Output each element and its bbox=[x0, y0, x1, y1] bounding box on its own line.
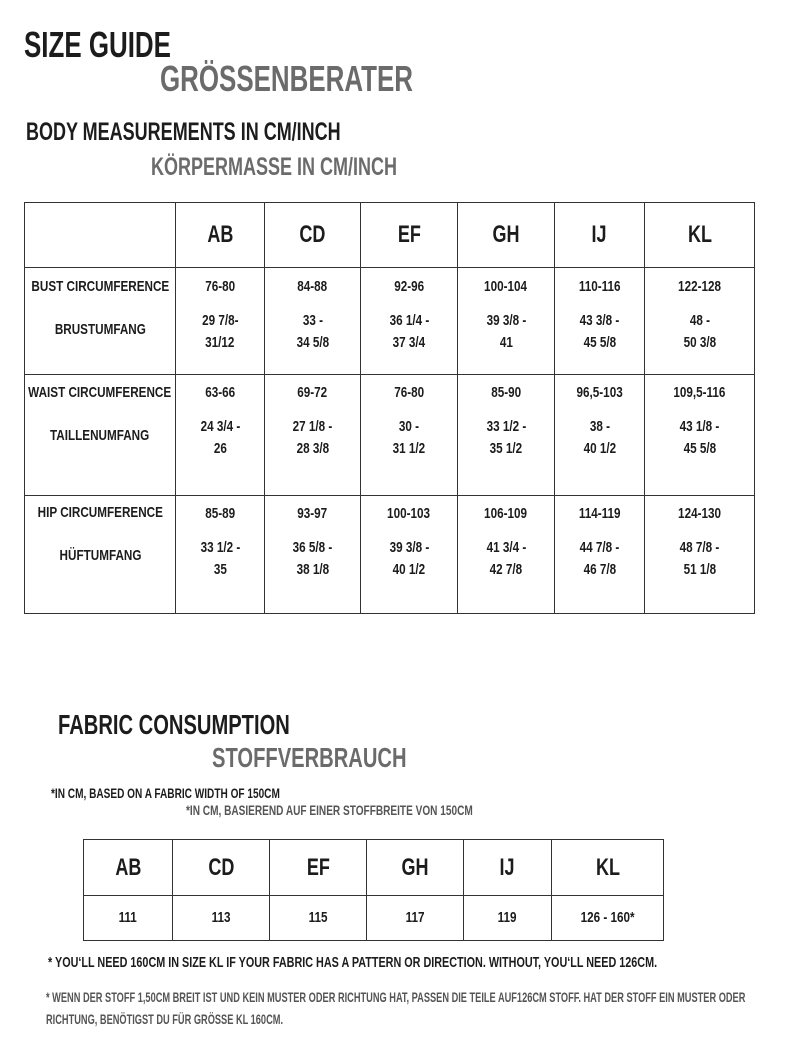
measurement-cell: 122-128 48 - 50 3/8 bbox=[645, 268, 755, 375]
measurement-cell: 106-109 41 3/4 - 42 7/8 bbox=[458, 496, 555, 614]
measurement-cell: 85-89 33 1/2 - 35 bbox=[176, 496, 265, 614]
size-header: EF bbox=[270, 840, 367, 896]
hip-row bbox=[25, 496, 755, 614]
size-header-row bbox=[25, 203, 755, 268]
fabric-value-cell: 113 bbox=[173, 896, 270, 941]
measurement-cell: 96,5-103 38 - 40 1/2 bbox=[555, 375, 645, 496]
row-label-de: BRUSTUMFANG bbox=[54, 321, 146, 338]
body-measurements-table bbox=[24, 202, 755, 614]
row-label: BUST CIRCUMFERENCE bbox=[31, 278, 169, 295]
page-title-de: GRÖSSENBERATER bbox=[160, 58, 413, 99]
section-title-fabric: FABRIC CONSUMPTION bbox=[58, 709, 290, 740]
section-title-fabric-de: STOFFVERBRAUCH bbox=[212, 742, 407, 773]
measurement-cell: 76-80 29 7/8- 31/12 bbox=[176, 268, 265, 375]
measurement-cell: 93-97 36 5/8 - 38 1/8 bbox=[265, 496, 361, 614]
section-title-body-de: KÖRPERMASSE IN CM/INCH bbox=[151, 153, 398, 181]
page-title: SIZE GUIDE bbox=[24, 24, 171, 65]
fabric-footnote: * YOU‘LL NEED 160CM IN SIZE KL IF YOUR FABRIC HAS A PATTERN OR DIRECTION. WITHOUT, YOU‘LL NEED 126CM. bbox=[48, 954, 658, 971]
row-label-de: TAILLENUMFANG bbox=[50, 427, 150, 444]
fabric-footnote-de-line1: * WENN DER STOFF 1,50CM BREIT IST UND KEIN MUSTER ODER RICHTUNG HAT, PASSEN DIE TEILE AUF126CM STOFF. HAT DER STOFF EIN MUSTER ODER bbox=[46, 989, 746, 1005]
size-header: IJ bbox=[464, 840, 552, 896]
fabric-value-row bbox=[84, 896, 664, 941]
fabric-table bbox=[83, 839, 664, 941]
measurement-cell: 76-80 30 - 31 1/2 bbox=[361, 375, 458, 496]
measurement-cell: 85-90 33 1/2 - 35 1/2 bbox=[458, 375, 555, 496]
fabric-note-de: *IN CM, BASIEREND AUF EINER STOFFBREITE VON 150CM bbox=[186, 802, 473, 818]
row-label-de: HÜFTUMFANG bbox=[59, 547, 141, 564]
bust-row bbox=[25, 268, 755, 375]
size-header: GH bbox=[458, 203, 555, 268]
measurement-cell: 100-104 39 3/8 - 41 bbox=[458, 268, 555, 375]
section-title-body: BODY MEASUREMENTS IN CM/INCH bbox=[26, 118, 341, 146]
measurement-cell: 63-66 24 3/4 - 26 bbox=[176, 375, 265, 496]
measurement-cell: 110-116 43 3/8 - 45 5/8 bbox=[555, 268, 645, 375]
measurement-cell: 84-88 33 - 34 5/8 bbox=[265, 268, 361, 375]
row-label: WAIST CIRCUMFERENCE bbox=[28, 384, 172, 401]
measurement-cell: 114-119 44 7/8 - 46 7/8 bbox=[555, 496, 645, 614]
measurement-cell: 124-130 48 7/8 - 51 1/8 bbox=[645, 496, 755, 614]
size-header: KL bbox=[645, 203, 755, 268]
fabric-footnote-de-line2: RICHTUNG, BENÖTIGST DU FÜR GRÖSSE KL 160CM. bbox=[46, 1011, 284, 1027]
row-label-cell bbox=[25, 375, 176, 496]
measurement-cell: 109,5-116 43 1/8 - 45 5/8 bbox=[645, 375, 755, 496]
row-label-cell bbox=[25, 496, 176, 614]
measurement-cell: 100-103 39 3/8 - 40 1/2 bbox=[361, 496, 458, 614]
size-header: CD bbox=[265, 203, 361, 268]
fabric-value-cell: 119 bbox=[464, 896, 552, 941]
fabric-value-cell: 115 bbox=[270, 896, 367, 941]
waist-row bbox=[25, 375, 755, 496]
size-header: CD bbox=[173, 840, 270, 896]
fabric-size-row bbox=[84, 840, 664, 896]
fabric-note: *IN CM, BASED ON A FABRIC WIDTH OF 150CM bbox=[51, 785, 280, 801]
fabric-value-cell: 117 bbox=[367, 896, 464, 941]
fabric-value-cell: 126 - 160* bbox=[552, 896, 664, 941]
measurement-cell: 92-96 36 1/4 - 37 3/4 bbox=[361, 268, 458, 375]
measurement-cell: 69-72 27 1/8 - 28 3/8 bbox=[265, 375, 361, 496]
size-header: GH bbox=[367, 840, 464, 896]
size-header: KL bbox=[552, 840, 664, 896]
size-header: IJ bbox=[555, 203, 645, 268]
row-label: HIP CIRCUMFERENCE bbox=[37, 504, 163, 521]
size-header: EF bbox=[361, 203, 458, 268]
fabric-value-cell: 111 bbox=[84, 896, 173, 941]
size-header: AB bbox=[84, 840, 173, 896]
size-header: AB bbox=[176, 203, 265, 268]
empty-corner-cell bbox=[25, 203, 176, 268]
row-label-cell bbox=[25, 268, 176, 375]
